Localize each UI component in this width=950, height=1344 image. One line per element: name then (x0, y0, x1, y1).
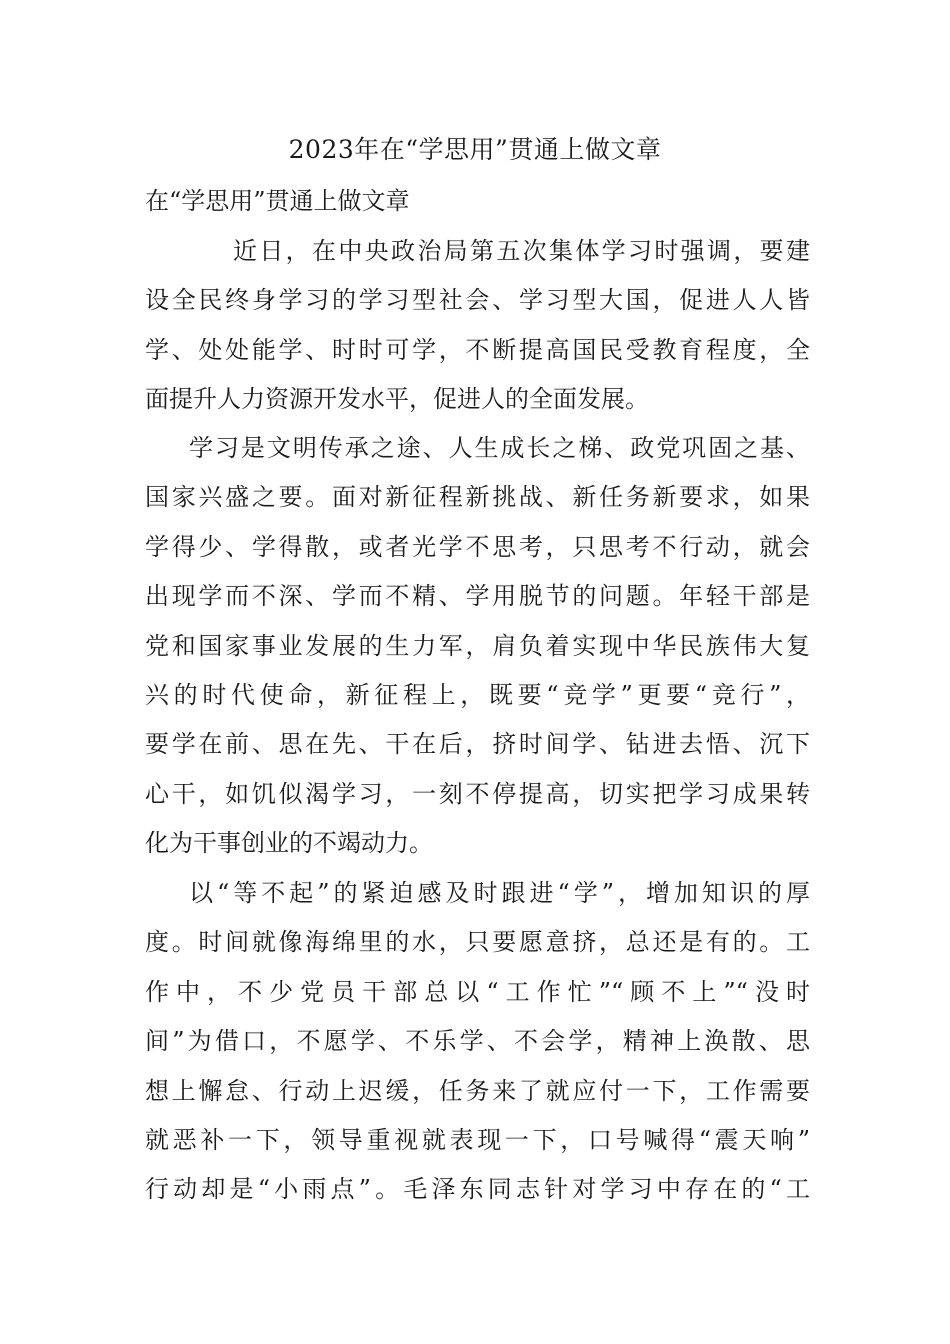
paragraph-line: 学得少、学得散，或者光学不思考，只思考不行动，就会 (145, 532, 810, 561)
paragraph-line: 国家兴盛之要。面对新征程新挑战、新任务新要求，如果 (145, 483, 810, 512)
paragraph-line: 面提升人力资源开发水平，促进人的全面发展。 (145, 385, 649, 414)
paragraph-2 (145, 424, 810, 869)
paragraph-line: 心干，如饥似渴学习，一刻不停提高，切实把学习成果转 (145, 779, 810, 808)
paragraph-line: 近日，在中央政治局第五次集体学习时强调，要建 (233, 237, 810, 265)
paragraph-line: 设全民终身学习的学习型社会、学习型大国，促进人人皆 (145, 286, 810, 315)
paragraph-line: 度。时间就像海绵里的水，只要愿意挤，总还是有的。工 (145, 928, 810, 957)
paragraph-line: 间”为借口，不愿学、不乐学、不会学，精神上涣散、思 (145, 1027, 810, 1056)
paragraph-line: 以“等不起”的紧迫感及时跟进“学”，增加知识的厚 (189, 879, 810, 907)
paragraph-line: 学习是文明传承之途、人生成长之梯、政党巩固之基、 (189, 434, 810, 462)
document-subtitle: 在“学思用”贯通上做文章 (145, 187, 410, 215)
paragraph-line: 党和国家事业发展的生力军，肩负着实现中华民族伟大复 (145, 631, 810, 660)
paragraph-line: 想上懈怠、行动上迟缓，任务来了就应付一下，工作需要 (145, 1076, 810, 1105)
paragraph-line: 出现学而不深、学而不精、学用脱节的问题。年轻干部是 (145, 582, 810, 611)
paragraph-line: 化为干事创业的不竭动力。 (145, 829, 433, 858)
document-title: 2023年在“学思用”贯通上做文章 (288, 135, 662, 164)
paragraph-line: 行动却是“小雨点”。毛泽东同志针对学习中存在的“工 (145, 1175, 810, 1204)
paragraph-1 (145, 227, 810, 425)
paragraph-line: 就恶补一下，领导重视就表现一下，口号喊得“震天响” (145, 1125, 810, 1154)
paragraph-3 (145, 869, 810, 1215)
paragraph-line: 兴的时代使命，新征程上，既要“竞学”更要“竞行”， (145, 680, 810, 709)
paragraph-line: 作中，不少党员干部总以“工作忙”“顾不上”“没时 (145, 977, 810, 1006)
paragraph-line: 要学在前、思在先、干在后，挤时间学、钻进去悟、沉下 (145, 730, 810, 759)
paragraph-line: 学、处处能学、时时可学，不断提高国民受教育程度，全 (145, 335, 810, 364)
